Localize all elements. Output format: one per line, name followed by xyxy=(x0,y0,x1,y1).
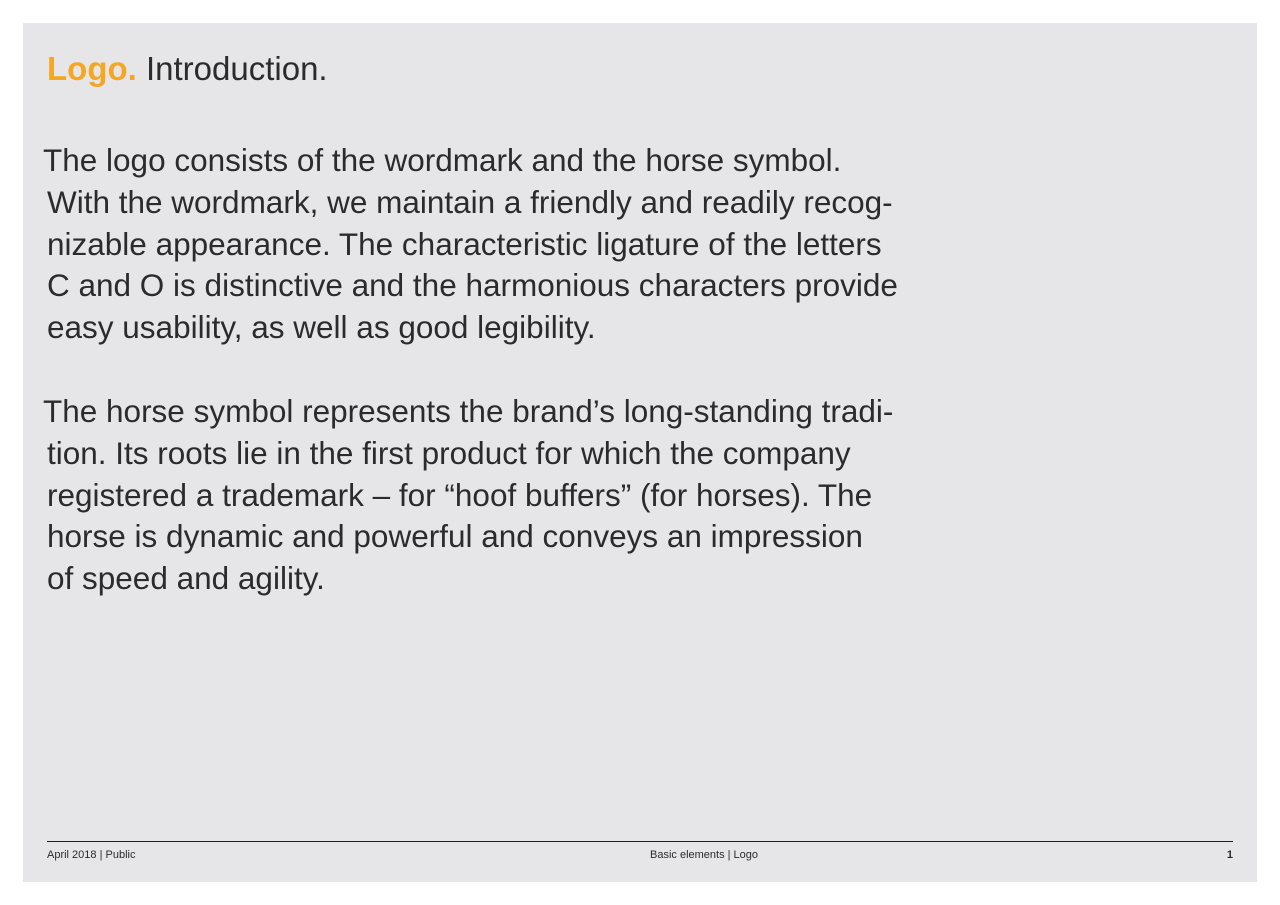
paragraph-line: nizable appearance. The characteristic ligature of the letters xyxy=(47,225,882,262)
footer-date-classification: April 2018 | Public xyxy=(47,849,136,861)
paragraph-logo-description xyxy=(43,140,1033,349)
title-text: Introduction. xyxy=(145,50,328,87)
paragraph-line: easy usability, as well as good legibility. xyxy=(47,309,596,346)
page-number: 1 xyxy=(1226,849,1233,861)
paragraph-line: horse is dynamic and powerful and conveys an impression xyxy=(47,518,863,555)
paragraph-horse-symbol xyxy=(43,391,1033,600)
paragraph-line: C and O is distinctive and the harmonious characters provide xyxy=(47,267,898,304)
page-title xyxy=(47,47,328,91)
paragraph-line: The logo consists of the wordmark and the horse symbol. xyxy=(43,142,842,178)
paragraph-line: With the wordmark, we maintain a friendly and readily recog- xyxy=(47,183,893,220)
footer-divider xyxy=(47,841,1233,842)
footer-section: Basic elements | Logo xyxy=(650,849,759,861)
title-accent: Logo. xyxy=(47,50,137,87)
document-page xyxy=(23,23,1257,882)
paragraph-line: registered a trademark – for “hoof buffers” (for horses). The xyxy=(47,476,873,513)
paragraph-line: The horse symbol represents the brand’s long-standing tradi- xyxy=(43,393,894,429)
paragraph-line: tion. Its roots lie in the first product for which the company xyxy=(47,434,851,471)
paragraph-line: of speed and agility. xyxy=(47,560,325,597)
